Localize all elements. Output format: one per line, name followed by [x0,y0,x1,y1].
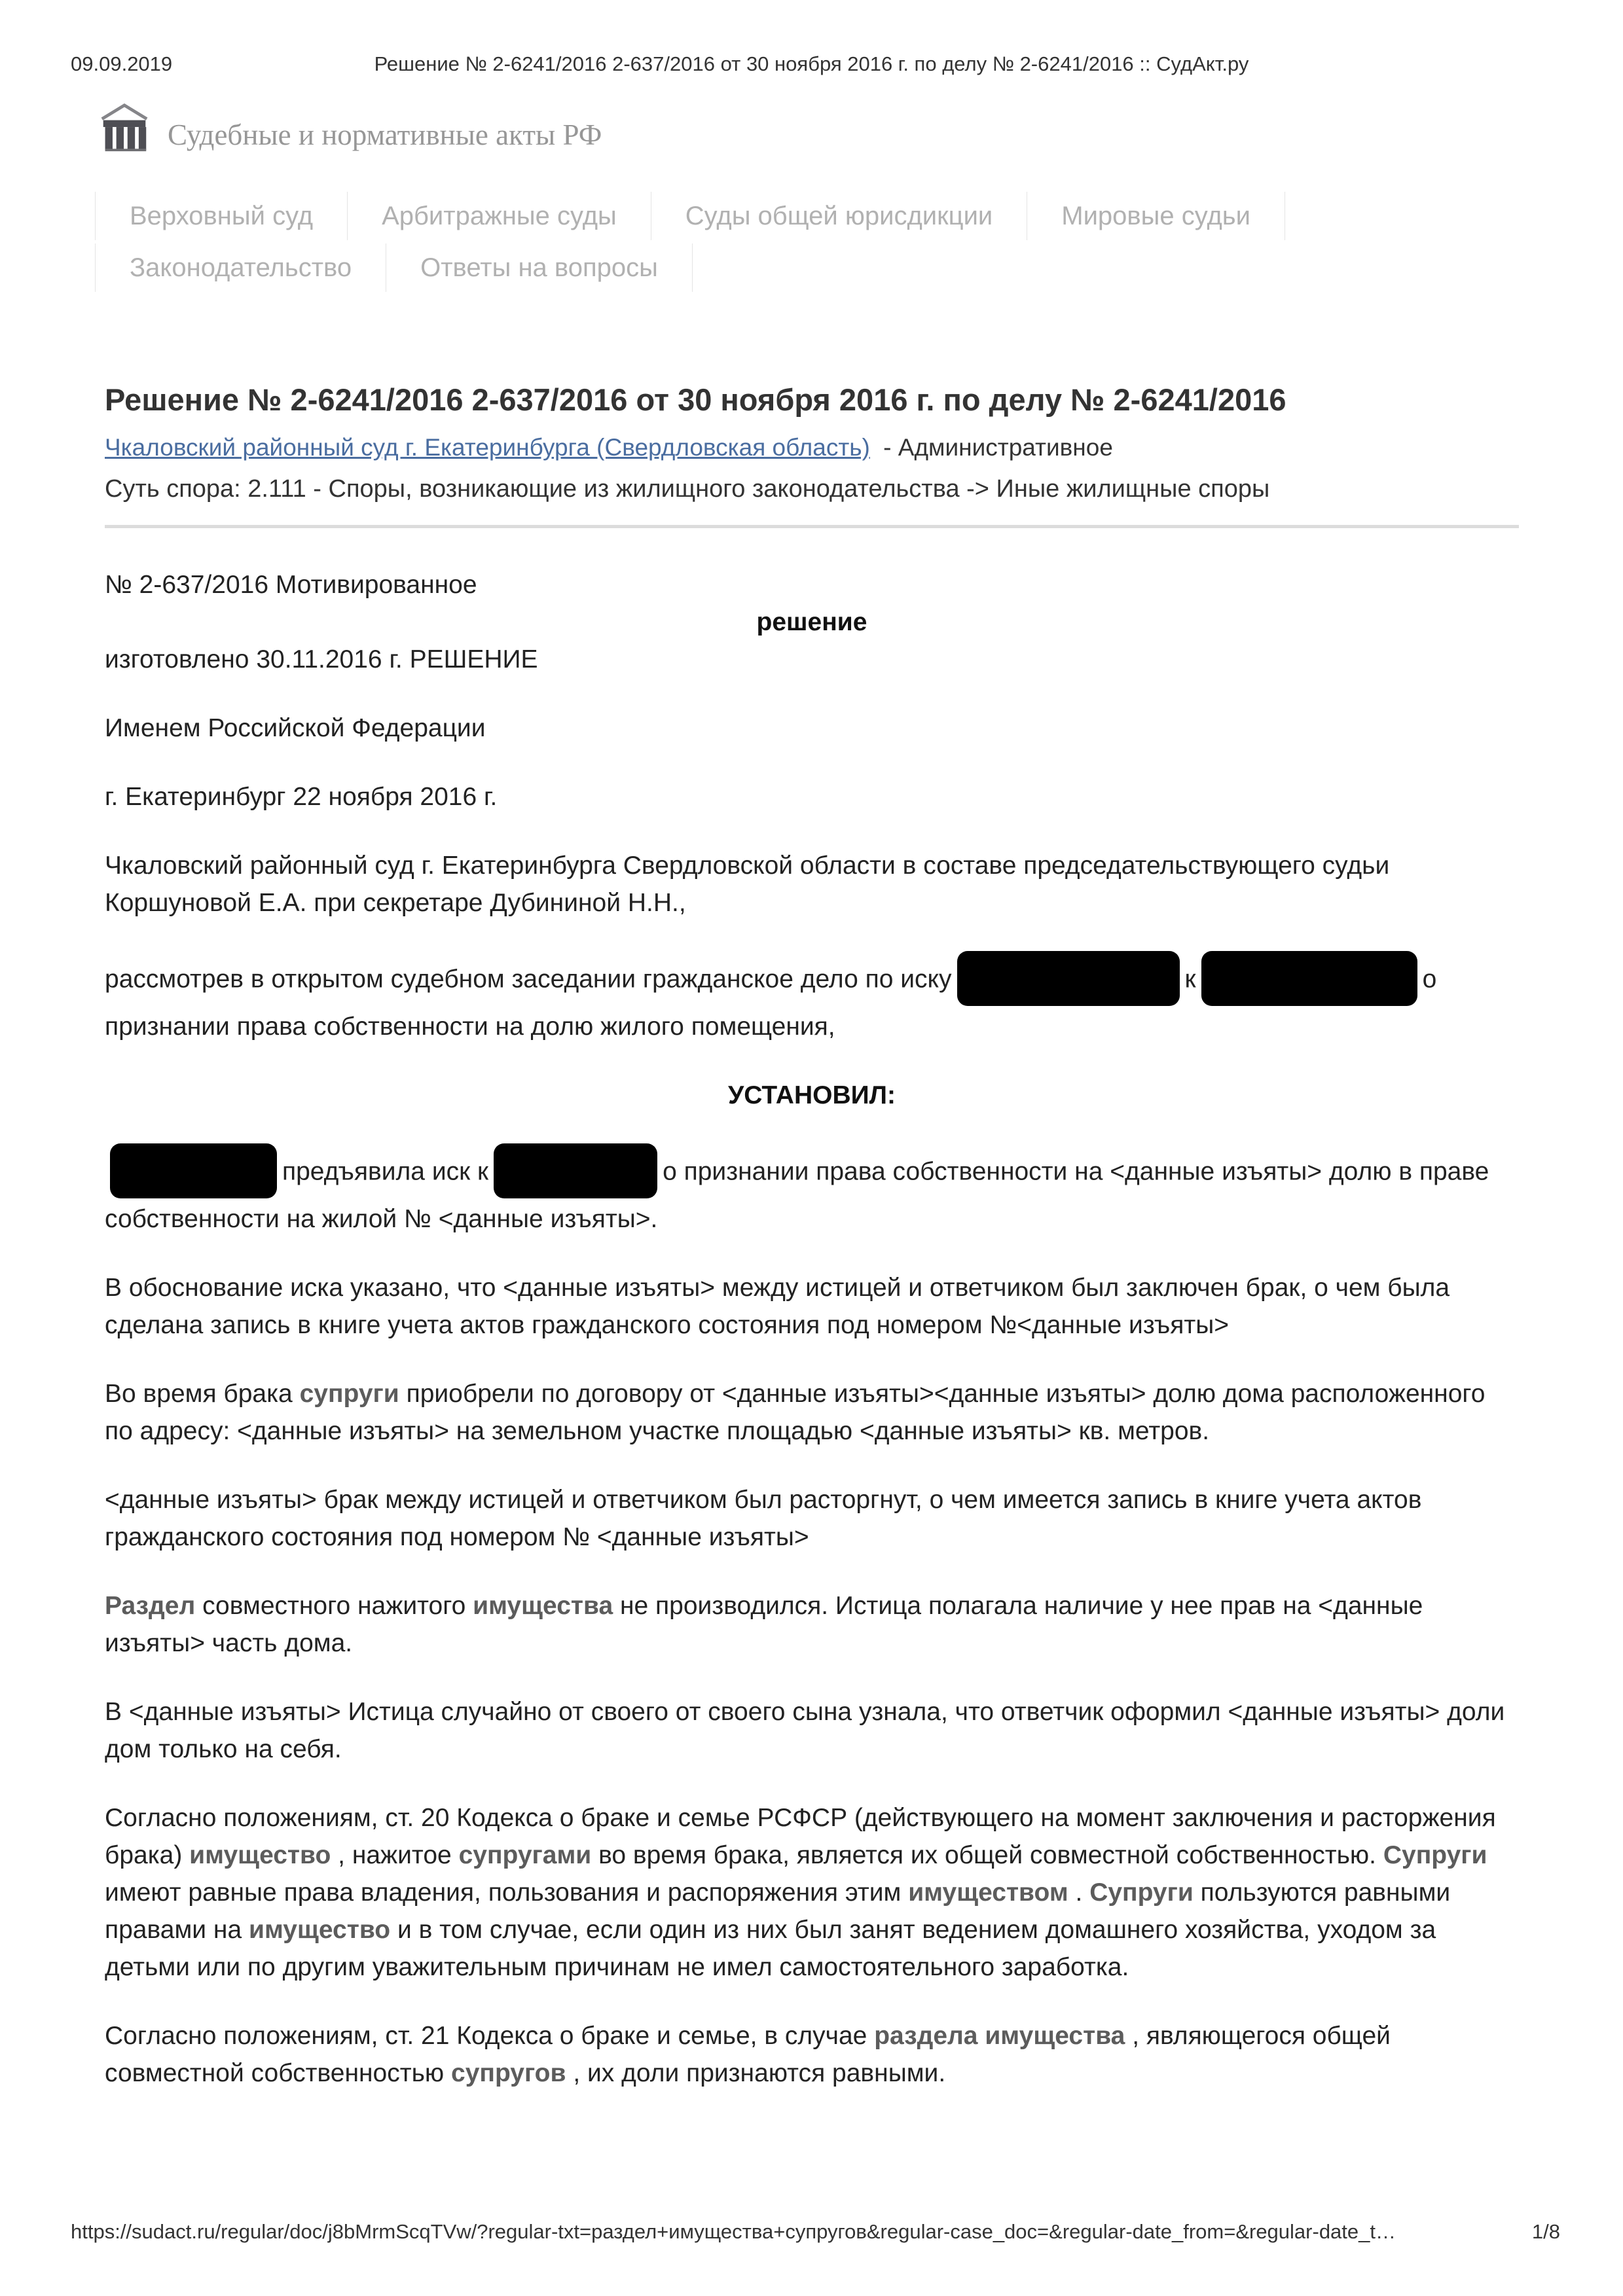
paragraph-case-review: рассмотрев в открытом судебном заседании гражданское дело по иску к о признании права собственности на долю жилого помещения, [105,953,1519,1045]
redacted-plaintiff [110,1143,277,1198]
paragraph-reshenie: решение [756,608,867,636]
highlighted-term: супруги [299,1380,399,1408]
paragraph-ustanovil: УСТАНОВИЛ: [727,1081,896,1109]
paragraph-razdel: Раздел совместного нажитого имущества не производился. Истица полагала наличие у нее прав на <данные изъяты> часть дома. [105,1592,1423,1657]
highlighted-term: Супруги [1383,1841,1487,1869]
paragraph-justification: В обоснование иска указано, что <данные изъяты> между истицей и ответчиком был заключен брак, о чем была сделана запись в книге учета актов гражданского состояния под номером №<данные изъяты> [105,1274,1450,1339]
paragraph-imenem: Именем Российской Федерации [105,714,486,742]
source-url: https://sudact.ru/regular/doc/j8bMrmScqTVw/?regular-txt=раздел+имущества+супругов&regular-case_doc=&regular-date_from=&regular-date_t… [71,2220,1396,2243]
decision-title: Решение № 2-6241/2016 2-637/2016 от 30 ноября 2016 г. по делу № 2-6241/2016 [105,382,1286,417]
page-number: 1/8 [1531,2220,1560,2243]
main-navigation [95,192,1285,292]
nav-row-1 [95,192,1285,240]
dispute-subject: Суть спора: 2.111 - Споры, возникающие из жилищного законодательства -> Иные жилищные споры [105,475,1270,503]
divider [105,525,1519,528]
print-footer [71,2220,1560,2244]
redacted-defendant [1201,951,1417,1006]
case-category: - Административное [883,434,1113,461]
highlighted-term: имущество [248,1916,391,1944]
highlighted-term: Супруги [1089,1878,1194,1907]
redacted-plaintiff [957,951,1180,1006]
highlighted-term: супругов [451,2059,566,2087]
paragraph-article-21: Согласно положениям, ст. 21 Кодекса о браке и семье, в случае раздела имущества , являющегося общей совместной собственностью супругов , их доли признаются равными. [105,2022,1391,2087]
paragraph-claim: предъявила иск к о признании права собственности на <данные изъяты> долю в праве собственности на жилой № <данные изъяты>. [105,1145,1519,1238]
paragraph-divorce: <данные изъяты> брак между истицей и ответчиком был расторгнут, о чем имеется запись в книге учета актов гражданского состояния под номером № <данные изъяты> [105,1486,1422,1551]
nav-item-magistrates[interactable]: Мировые судьи [1027,192,1285,240]
paragraph-court-composition: Чкаловский районный суд г. Екатеринбурга Свердловской области в составе председательствующего судьи Коршуновой Е.А. при секретаре Дубининой Н.Н., [105,852,1390,917]
paragraph-izgotovleno: изготовлено 30.11.2016 г. РЕШЕНИЕ [105,645,538,673]
highlighted-term: раздела имущества [874,2022,1125,2050]
print-date: 09.09.2019 [71,52,173,75]
highlighted-term: Раздел [105,1592,196,1620]
highlighted-term: имущество [189,1841,331,1869]
redacted-defendant [494,1143,657,1198]
nav-item-general-courts[interactable]: Суды общей юрисдикции [651,192,1027,240]
highlighted-term: супругами [458,1841,592,1869]
nav-item-arbitration-courts[interactable]: Арбитражные суды [347,192,651,240]
nav-row-2 [95,243,1285,292]
print-header [0,52,1623,76]
nav-item-faq[interactable]: Ответы на вопросы [386,243,693,292]
print-title: Решение № 2-6241/2016 2-637/2016 от 30 ноября 2016 г. по делу № 2-6241/2016 :: СудАкт.ру [374,52,1249,75]
paragraph-marriage-purchase: Во время брака супруги приобрели по договору от <данные изъяты><данные изъяты> долю дома расположенного по адресу: <данные изъяты> на земельном участке площадью <данные изъяты> кв. метров. [105,1380,1486,1445]
highlighted-term: имущества [473,1592,613,1620]
paragraph-city-date: г. Екатеринбург 22 ноября 2016 г. [105,783,498,811]
nav-item-supreme-court[interactable]: Верховный суд [95,192,347,240]
site-name: Судебные и нормативные акты РФ [168,118,602,151]
highlighted-term: имуществом [908,1878,1068,1907]
court-link[interactable]: Чкаловский районный суд г. Екатеринбурга (Свердловская область) [105,434,870,461]
document-content [105,381,1519,2123]
document-body [105,566,1519,2092]
paragraph-article-20: Согласно положениям, ст. 20 Кодекса о браке и семье РСФСР (действующего на момент заключения и расторжения брака) имущество , нажитое супругами во время брака, является их общей совместной собственностью. Супруги имеют равные права владения, пользования и распоряжения этим имуществом . Супруги пользуются равными правами на имущество и в том случае, если один из них был занят ведением домашнего хозяйства, уходом за детьми или по другим уважительным причинам не имел самостоятельного заработка. [105,1804,1496,1981]
building-columns-icon [100,102,149,153]
paragraph-case-number: № 2-637/2016 Мотивированное [105,571,477,599]
site-logo[interactable] [100,102,602,153]
decision-meta [105,432,1519,463]
paragraph-istica: В <данные изъяты> Истица случайно от своего от своего сына узнала, что ответчик оформил <данные изъяты> доли дом только на себя. [105,1698,1505,1763]
nav-item-legislation[interactable]: Законодательство [95,243,386,292]
